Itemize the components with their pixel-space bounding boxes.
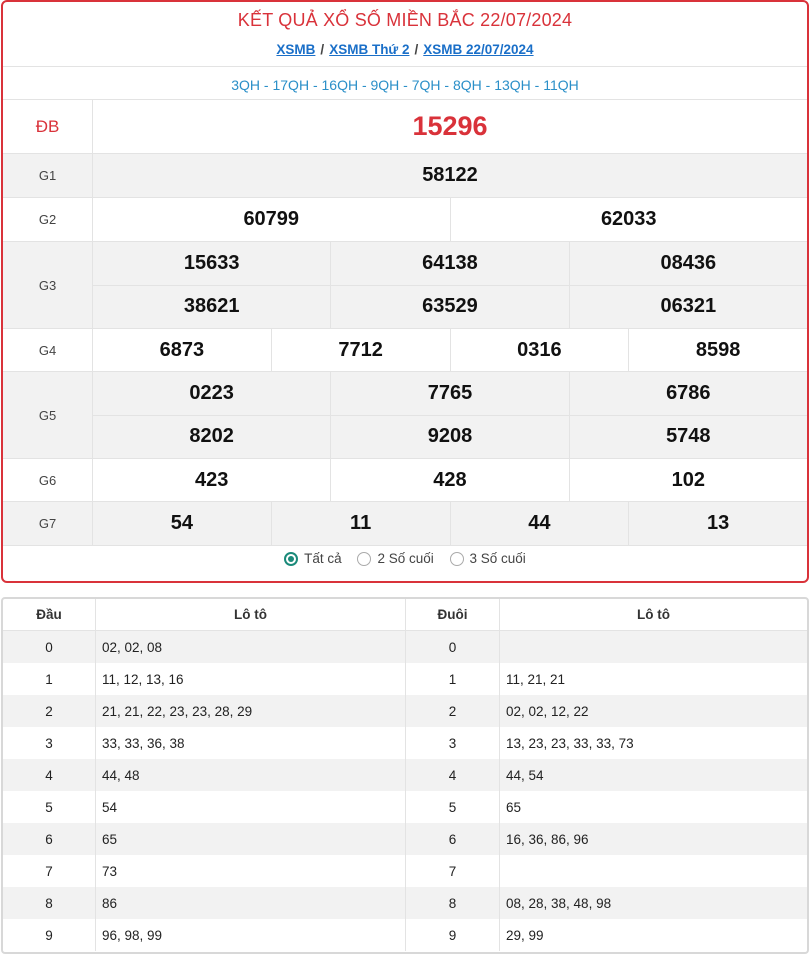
loto-dau-cell: 11, 12, 13, 16: [96, 663, 406, 695]
prize-number: 102: [569, 459, 807, 501]
filter-3-digits-label: 3 Số cuối: [469, 551, 526, 566]
prize-values: [93, 100, 807, 153]
filter-2-digits-radio[interactable]: [357, 551, 433, 566]
prize-number: 428: [330, 459, 568, 501]
prize-row-g2: [3, 198, 807, 242]
breadcrumb-separator: /: [320, 42, 325, 57]
filter-all-label: Tất cả: [304, 551, 342, 566]
prize-label: G4: [3, 329, 93, 371]
table-row: [3, 695, 807, 727]
loto-dau-cell: 21, 21, 22, 23, 23, 28, 29: [96, 695, 406, 727]
duoi-cell: 1: [406, 663, 500, 695]
prize-number: 38621: [183, 295, 240, 318]
loto-duoi-cell: 08, 28, 38, 48, 98: [506, 895, 612, 911]
breadcrumb-xsmb-date[interactable]: XSMB 22/07/2024: [423, 42, 534, 57]
table-row: [3, 663, 807, 695]
prize-number: 7712: [271, 329, 450, 371]
loto-duoi-cell: 11, 21, 21: [506, 671, 566, 687]
prize-subrow: [93, 502, 807, 545]
prize-values: [93, 329, 807, 371]
header-dau: Đầu: [3, 599, 96, 630]
prize-values: [93, 242, 807, 328]
prize-number: 5748: [569, 416, 807, 459]
prize-number: 0223: [189, 381, 234, 404]
prize-number: 8202: [189, 425, 234, 448]
radio-icon: [284, 552, 298, 566]
table-row: [3, 631, 807, 663]
filter-3-digits-radio[interactable]: [450, 551, 526, 566]
prize-number: 62033: [450, 198, 808, 241]
prize-values: [93, 459, 807, 501]
prize-label: G7: [3, 502, 93, 545]
prize-label: G6: [3, 459, 93, 501]
prize-subrow: [93, 372, 807, 415]
prize-number: 15633: [183, 251, 240, 274]
prize-number: 64138: [330, 242, 568, 285]
loto-dau-cell: 65: [96, 823, 406, 855]
prize-number: 11: [271, 502, 450, 545]
breadcrumb-xsmb-thu2[interactable]: XSMB Thứ 2: [329, 42, 410, 57]
radio-icon: [450, 552, 464, 566]
dau-cell: 4: [3, 759, 96, 791]
loto-dau-cell: 86: [96, 887, 406, 919]
loto-dau-cell: 44, 48: [96, 759, 406, 791]
filter-2-digits-label: 2 Số cuối: [377, 551, 434, 566]
prize-subrow: [93, 329, 807, 371]
duoi-cell: 6: [406, 823, 500, 855]
breadcrumb-separator: /: [414, 42, 419, 57]
prize-label: G3: [3, 242, 93, 328]
dau-cell: 5: [3, 791, 96, 823]
duoi-cell: 5: [406, 791, 500, 823]
dau-cell: 3: [3, 727, 96, 759]
prize-number: 423: [194, 468, 229, 491]
loto-duoi-cell: 13, 23, 23, 33, 33, 73: [506, 735, 634, 751]
table-row: [3, 855, 807, 887]
dau-cell: 6: [3, 823, 96, 855]
dau-cell: 1: [3, 663, 96, 695]
digit-filter: [3, 551, 807, 569]
duoi-cell: 4: [406, 759, 500, 791]
breadcrumb: [3, 42, 807, 57]
prize-subrow: [93, 459, 807, 501]
header-loto-duoi: Lô tô: [637, 607, 670, 622]
prize-row-g3: [3, 242, 807, 329]
dau-cell: 2: [3, 695, 96, 727]
dau-cell: 0: [3, 631, 96, 663]
prize-row-g6: [3, 459, 807, 502]
loto-duoi-cell: [500, 855, 807, 887]
prize-values: [93, 198, 807, 241]
prize-row-đb: [3, 100, 807, 154]
table-row: [3, 759, 807, 791]
loto-table: [1, 597, 809, 954]
header-duoi: Đuôi: [406, 599, 500, 630]
header-loto-dau: Lô tô: [96, 599, 406, 630]
prize-row-g7: [3, 502, 807, 546]
prize-subrow: [93, 100, 807, 153]
table-row: [3, 823, 807, 855]
page-title: KẾT QUẢ XỔ SỐ MIỀN BẮC 22/07/2024: [237, 10, 573, 30]
prize-number: 06321: [569, 286, 807, 329]
duoi-cell: 7: [406, 855, 500, 887]
prize-number: 6873: [159, 338, 205, 361]
prize-number: 60799: [243, 208, 300, 230]
loto-header-row: [3, 599, 807, 631]
prize-number: 8598: [628, 329, 807, 371]
loto-dau-cell: 33, 33, 36, 38: [96, 727, 406, 759]
dau-cell: 7: [3, 855, 96, 887]
prize-subrow: [93, 415, 807, 459]
prize-label: G1: [3, 154, 93, 197]
prize-label: G5: [3, 372, 93, 458]
loto-dau-cell: 96, 98, 99: [96, 919, 406, 951]
breadcrumb-xsmb[interactable]: XSMB: [276, 42, 316, 57]
filter-all-radio[interactable]: [284, 551, 342, 566]
prize-number: 44: [450, 502, 629, 545]
duoi-cell: 2: [406, 695, 500, 727]
dau-cell: 9: [3, 919, 96, 951]
dau-cell: 8: [3, 887, 96, 919]
special-prize-number: 15296: [412, 111, 488, 141]
prize-values: [93, 154, 807, 197]
loto-dau-cell: 02, 02, 08: [96, 631, 406, 663]
prize-number: 08436: [569, 242, 807, 285]
prize-number: 58122: [422, 164, 478, 186]
prize-number: 7765: [330, 372, 568, 415]
duoi-cell: 0: [406, 631, 500, 663]
duoi-cell: 8: [406, 887, 500, 919]
prize-values: [93, 372, 807, 458]
loto-duoi-cell: [500, 631, 807, 663]
prize-row-g4: [3, 329, 807, 372]
prize-subrow: [93, 285, 807, 329]
radio-icon: [357, 552, 371, 566]
duoi-cell: 3: [406, 727, 500, 759]
prize-table: [3, 99, 807, 546]
table-row: [3, 791, 807, 823]
prize-label: ĐB: [3, 100, 93, 153]
table-row: [3, 919, 807, 951]
loto-dau-cell: 54: [96, 791, 406, 823]
duoi-cell: 9: [406, 919, 500, 951]
loto-dau-cell: 73: [96, 855, 406, 887]
prize-row-g1: [3, 154, 807, 198]
loto-duoi-cell: 65: [506, 799, 522, 815]
prize-number: 9208: [330, 416, 568, 459]
prize-number: 54: [170, 512, 193, 534]
loto-duoi-cell: 44, 54: [506, 767, 544, 783]
prize-row-g5: [3, 372, 807, 459]
prize-values: [93, 502, 807, 545]
prize-number: 0316: [450, 329, 629, 371]
table-row: [3, 727, 807, 759]
results-card: [1, 0, 809, 583]
loto-duoi-cell: 16, 36, 86, 96: [506, 831, 589, 847]
prize-number: 63529: [330, 286, 568, 329]
loto-duoi-cell: 02, 02, 12, 22: [506, 703, 589, 719]
special-codes: 3QH - 17QH - 16QH - 9QH - 7QH - 8QH - 13QH - 11QH: [3, 66, 807, 100]
prize-number: 6786: [569, 372, 807, 415]
prize-label: G2: [3, 198, 93, 241]
prize-subrow: [93, 154, 807, 197]
prize-subrow: [93, 242, 807, 285]
prize-number: 13: [628, 502, 807, 545]
loto-duoi-cell: 29, 99: [506, 927, 544, 943]
table-row: [3, 887, 807, 919]
prize-subrow: [93, 198, 807, 241]
